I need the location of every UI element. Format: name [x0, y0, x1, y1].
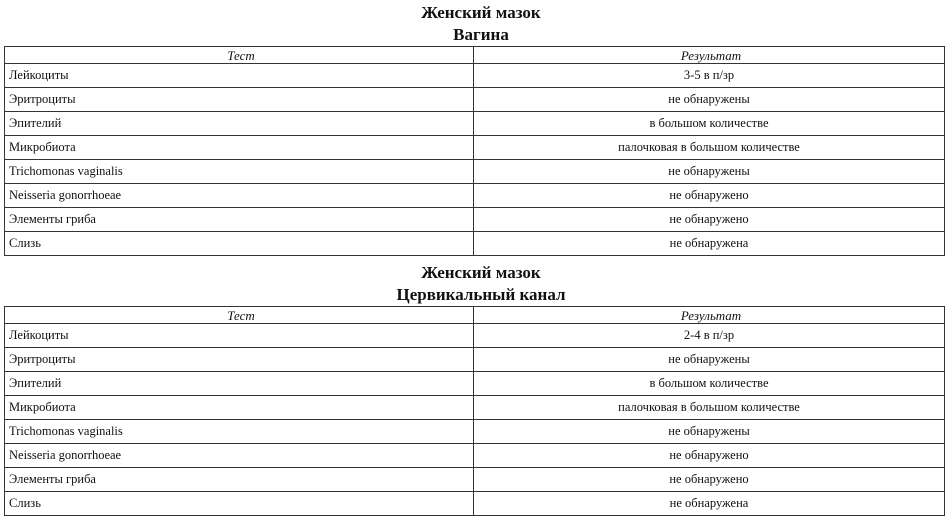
- test-name: Лейкоциты: [5, 64, 474, 88]
- test-name: Элементы гриба: [5, 208, 474, 232]
- test-name: Микробиота: [5, 136, 474, 160]
- table-row: [5, 88, 945, 112]
- test-name: Лейкоциты: [5, 324, 474, 348]
- results-table: [4, 46, 945, 256]
- table-row: [5, 112, 945, 136]
- table-header-row: [5, 47, 945, 64]
- table-row: [5, 208, 945, 232]
- test-result: не обнаружено: [474, 444, 945, 468]
- test-result: не обнаружены: [474, 420, 945, 444]
- table-row: [5, 136, 945, 160]
- header-test: Тест: [5, 307, 474, 324]
- test-result: 3-5 в п/зр: [474, 64, 945, 88]
- test-name: Neisseria gonorrhoeae: [5, 184, 474, 208]
- table-row: [5, 468, 945, 492]
- test-result: в большом количестве: [474, 112, 945, 136]
- table-row: [5, 492, 945, 516]
- test-name: Trichomonas vaginalis: [5, 160, 474, 184]
- test-result: не обнаружено: [474, 184, 945, 208]
- section-title: Женский мазок: [421, 263, 541, 282]
- test-name: Слизь: [5, 232, 474, 256]
- test-name: Элементы гриба: [5, 468, 474, 492]
- table-row: [5, 372, 945, 396]
- test-result: палочковая в большом количестве: [474, 396, 945, 420]
- test-name: Микробиота: [5, 396, 474, 420]
- test-name: Эпителий: [5, 112, 474, 136]
- header-result: Результат: [474, 307, 945, 324]
- test-name: Эритроциты: [5, 348, 474, 372]
- table-row: [5, 396, 945, 420]
- test-result: 2-4 в п/зр: [474, 324, 945, 348]
- header-test: Тест: [5, 47, 474, 64]
- table-row: [5, 160, 945, 184]
- table-row: [5, 348, 945, 372]
- test-name: Эритроциты: [5, 88, 474, 112]
- section-title: Женский мазок: [421, 3, 541, 22]
- test-result: не обнаружено: [474, 468, 945, 492]
- test-result: в большом количестве: [474, 372, 945, 396]
- test-result: не обнаружены: [474, 348, 945, 372]
- test-name: Neisseria gonorrhoeae: [5, 444, 474, 468]
- section-vagina: [4, 0, 944, 256]
- test-result: не обнаружена: [474, 492, 945, 516]
- table-row: [5, 420, 945, 444]
- test-name: Слизь: [5, 492, 474, 516]
- table-row: [5, 64, 945, 88]
- test-name: Эпителий: [5, 372, 474, 396]
- test-name: Trichomonas vaginalis: [5, 420, 474, 444]
- section-subtitle: Вагина: [453, 25, 509, 44]
- test-result: не обнаружено: [474, 208, 945, 232]
- test-result: не обнаружены: [474, 160, 945, 184]
- table-row: [5, 324, 945, 348]
- results-table: [4, 306, 945, 516]
- table-row: [5, 232, 945, 256]
- header-result: Результат: [474, 47, 945, 64]
- test-result: не обнаружена: [474, 232, 945, 256]
- table-header-row: [5, 307, 945, 324]
- test-result: не обнаружены: [474, 88, 945, 112]
- table-row: [5, 444, 945, 468]
- table-row: [5, 184, 945, 208]
- section-cervical-canal: [4, 262, 944, 516]
- test-result: палочковая в большом количестве: [474, 136, 945, 160]
- section-subtitle: Цервикальный канал: [396, 285, 566, 304]
